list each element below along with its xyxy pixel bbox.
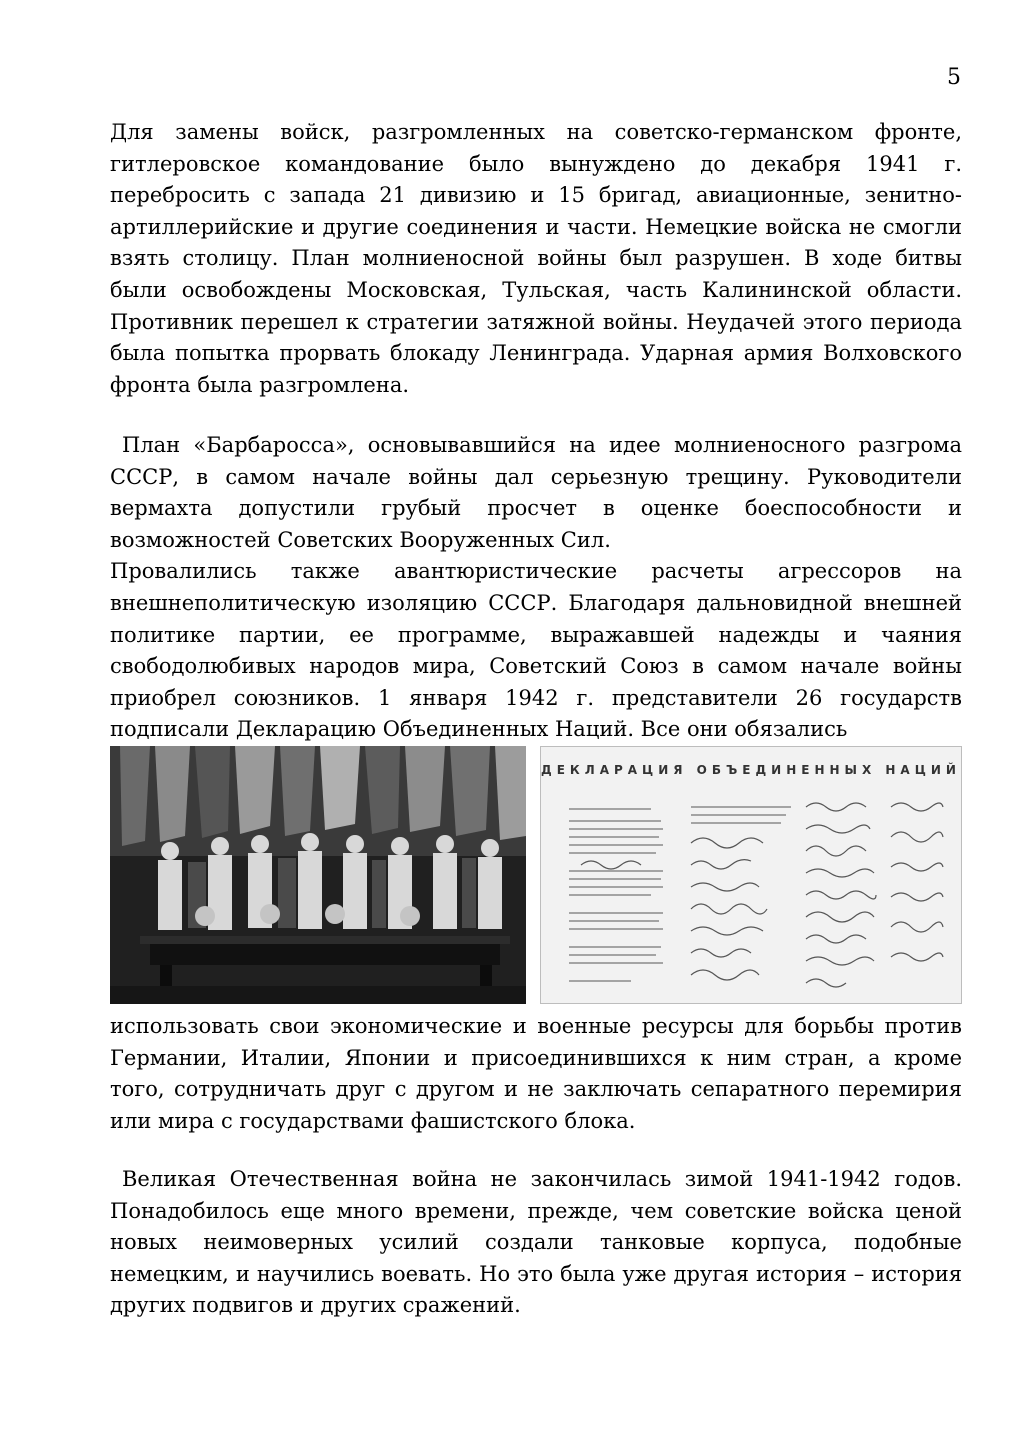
paragraph-text: Провалились также авантюристические расчеты агрессоров на внешнеполитическую изоляцию СССР. Благодаря дальновидной внешней политике партии, ее программе, выражавшей надежды и чаяния свободолюбивых народов мира, Советский Союз в самом начале войны приобрел союзников. 1 января 1942 г. представители 26 государств подписали Декларацию Объединенных Наций. Все они обязались <box>110 559 962 742</box>
paragraph-text: План «Барбаросса», основывавшийся на идее молниеносного разгрома СССР, в самом начале войны дал серьезную трещину. Руководители вермахта допустили грубый просчет в оценке боеспособности и возможностей Советских Вооруженных Сил. <box>110 433 962 552</box>
signing-ceremony-illustration <box>110 746 526 1004</box>
declaration-text-lines <box>541 747 961 1003</box>
paragraph-text: Для замены войск, разгромленных на советско-германском фронте, гитлеровское командование было вынуждено до декабря 1941 г. перебросить с запада 21 дивизию и 15 бригад, авиационные, зенитно-артиллерийские и другие соединения и части. Немецкие войска не смогли взять столицу. План молниеносной войны был разрушен. В ходе битвы были освобождены Московская, Тульская, часть Калининской области. Противник перешел к стратегии затяжной войны. Неудачей этого периода была попытка прорвать блокаду Ленинграда. Ударная армия Волховского фронта была разгромлена. <box>110 120 962 397</box>
paragraph-text: Великая Отечественная война не закончилась зимой 1941-1942 годов. Понадобилось еще много времени, прежде, чем советские войска ценой новых неимоверных усилий создали танковые корпуса, подобные немецким, и научились воевать. Но это была уже другая история – история других подвигов и других сражений. <box>110 1167 962 1318</box>
paragraph-un-declaration <box>110 1011 962 1137</box>
declaration-document-image <box>540 746 962 1004</box>
paragraph-moscow-battle <box>110 117 962 401</box>
page-number: 5 <box>947 65 961 90</box>
declaration-title: ДЕКЛАРАЦИЯ ОБЪЕДИНЕННЫХ НАЦИЙ <box>541 763 961 777</box>
paragraph-conclusion <box>110 1164 962 1322</box>
paragraph-text: использовать свои экономические и военные ресурсы для борьбы против Германии, Италии, Японии и присоединившихся к ним стран, а кроме того, сотрудничать друг с другом и не заключать сепаратного перемирия или мира с государствами фашистского блока. <box>110 1014 962 1133</box>
paragraph-barbarossa <box>110 430 962 746</box>
signing-ceremony-photo <box>110 746 526 1004</box>
